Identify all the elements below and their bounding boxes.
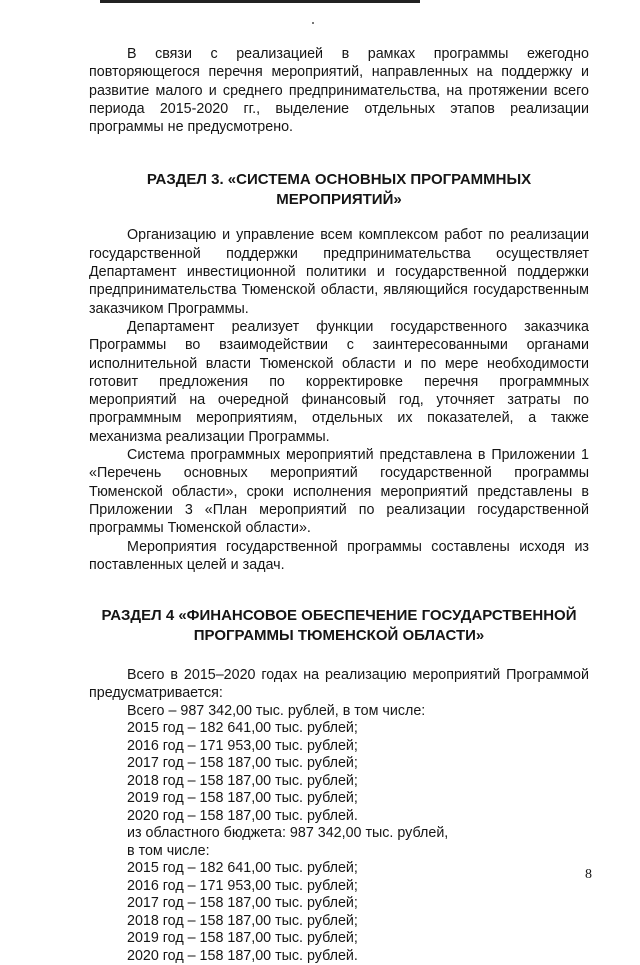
section-3-paragraph: Организацию и управление всем комплексом работ по реализации государственной поддержки предпринимательства осуществляет Департамент инвестиционной политики и государственной поддержки предпринимательства Тюменской области, являющийся государственным заказчиком Программы. <box>89 227 589 317</box>
funding-line: 2015 год – 182 641,00 тыс. рублей; <box>127 860 358 877</box>
section-3-paragraph: Департамент реализует функции государственного заказчика Программы во взаимодействии с заинтересованными органами исполнительной власти Тюменской области и по мере необходимости готовит предложения по корректировке перечня программных мероприятий на очередной финансовый год, уточняет затраты по программным мероприятиям, отдельных их показателей, а также механизма реализации Программы. <box>89 318 589 445</box>
funding-line: 2020 год – 158 187,00 тыс. рублей. <box>127 807 358 824</box>
funding-line: 2019 год – 158 187,00 тыс. рублей; <box>127 790 358 807</box>
section-3-paragraph: Мероприятия государственной программы составлены исходя из поставленных целей и задач. <box>89 538 589 573</box>
section-4-title-line1: РАЗДЕЛ 4 «ФИНАНСОВОЕ ОБЕСПЕЧЕНИЕ ГОСУДАРСТВЕННОЙ <box>101 607 577 625</box>
page-number: 8 <box>585 867 592 882</box>
section-3-paragraph: Система программных мероприятий представлена в Приложении 1 «Перечень основных мероприятий государственной программы Тюменской области», сроки исполнения мероприятий представлены в Приложении 3 «План мероприятий по реализации государственной программы Тюменской области». <box>89 447 589 537</box>
funding-line: 2018 год – 158 187,00 тыс. рублей; <box>127 772 358 789</box>
funding-line: 2017 год – 158 187,00 тыс. рублей; <box>127 895 358 912</box>
funding-line: из областного бюджета: 987 342,00 тыс. рублей, <box>127 825 449 842</box>
scan-artifact-line <box>100 0 420 3</box>
funding-list <box>127 703 589 965</box>
funding-line: в том числе: <box>127 842 210 859</box>
funding-line: 2016 год – 171 953,00 тыс. рублей; <box>127 877 358 894</box>
funding-line: 2019 год – 158 187,00 тыс. рублей; <box>127 930 358 947</box>
funding-line: 2020 год – 158 187,00 тыс. рублей. <box>127 947 358 964</box>
funding-line: 2015 год – 182 641,00 тыс. рублей; <box>127 720 358 737</box>
funding-line: 2016 год – 171 953,00 тыс. рублей; <box>127 737 358 754</box>
document-page <box>89 45 589 965</box>
funding-line: 2017 год – 158 187,00 тыс. рублей; <box>127 755 358 772</box>
scan-artifact-dot <box>312 22 314 24</box>
section-4-title <box>89 606 589 646</box>
intro-paragraph: В связи с реализацией в рамках программы ежегодно повторяющегося перечня мероприятий, направленных на поддержку и развитие малого и среднего предпринимательства, на протяжении всего периода 2015-2020 гг., выделение отдельных этапов реализации программы не предусмотрено. <box>89 46 589 136</box>
section-4-title-line2: ПРОГРАММЫ ТЮМЕНСКОЙ ОБЛАСТИ» <box>193 627 485 645</box>
funding-line: 2018 год – 158 187,00 тыс. рублей; <box>127 912 358 929</box>
section-3-title: РАЗДЕЛ 3. «СИСТЕМА ОСНОВНЫХ ПРОГРАММНЫХ МЕРОПРИЯТИЙ» <box>146 171 532 209</box>
section-4-intro: Всего в 2015–2020 годах на реализацию мероприятий Программой предусматривается: <box>89 667 589 702</box>
funding-line: Всего – 987 342,00 тыс. рублей, в том числе: <box>127 702 426 719</box>
